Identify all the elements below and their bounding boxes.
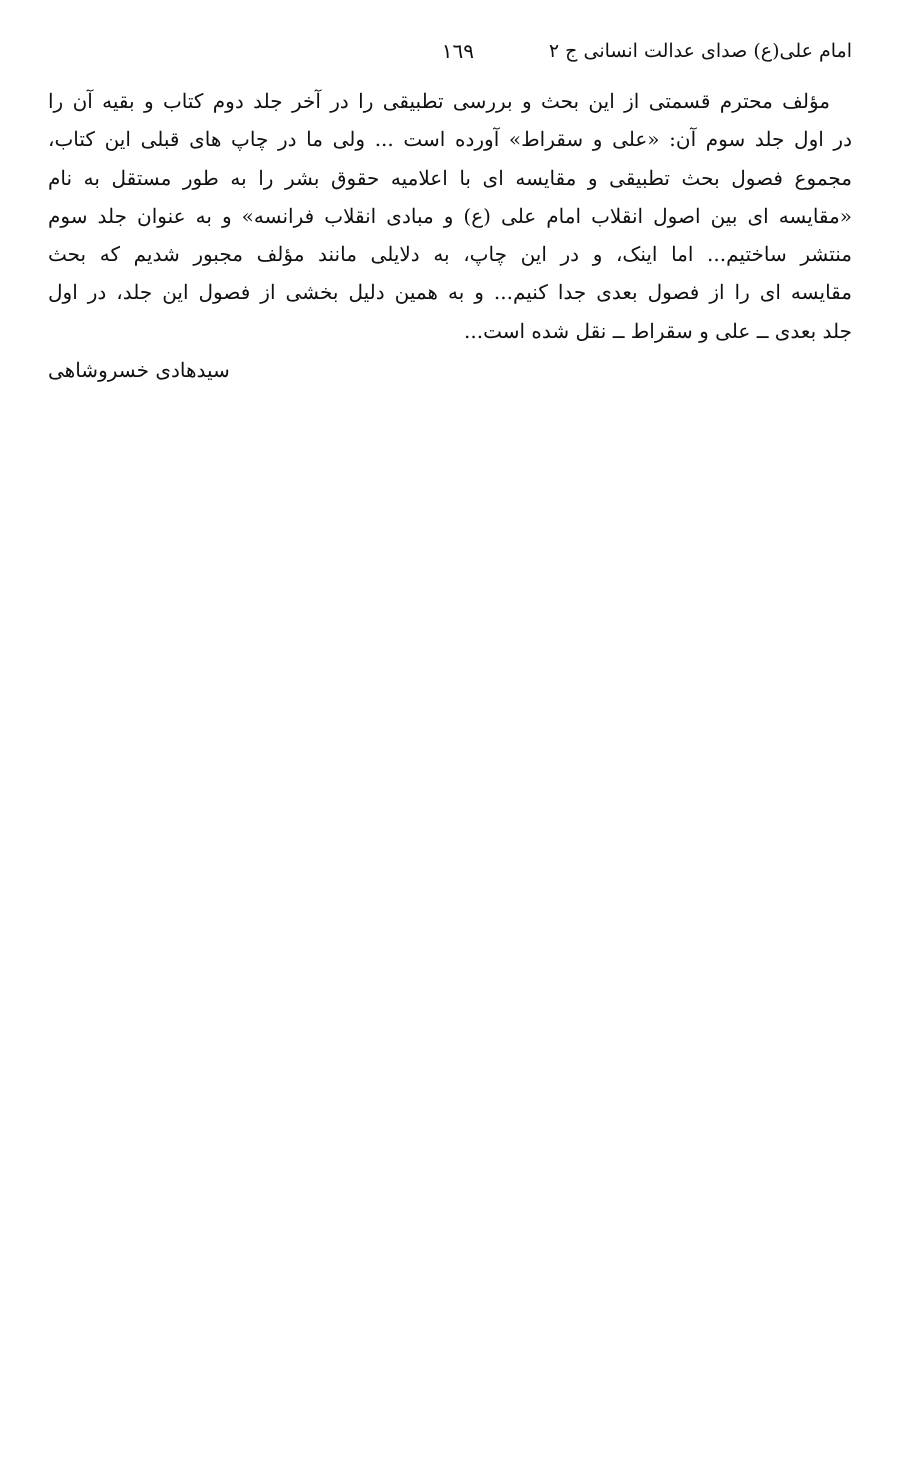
body-paragraph	[48, 82, 852, 390]
paragraph-line: «مقایسه ای بین اصول انقلاب امام علی (ع) و مبادی انقلاب فرانسه» و به عنوان جلد سوم	[48, 203, 852, 228]
page-number: ۱٦۹	[441, 39, 474, 63]
running-header	[48, 36, 852, 66]
paragraph-line: مؤلف محترم قسمتی از این بحث و بررسی تطبیقی را در آخر جلد دوم کتاب و بقیه آن را	[48, 89, 830, 113]
author-signature: سیدهادی خسروشاهی	[48, 358, 230, 383]
paragraph-line: جلد بعدی ــ علی و سقراط ــ نقل شده است...	[464, 318, 852, 343]
paragraph-line: منتشر ساختیم... اما اینک، و در این چاپ، به دلایلی مانند مؤلف مجبور شدیم که بحث	[48, 242, 852, 267]
book-title: امام علی(ع) صدای عدالت انسانی ج ۲	[548, 40, 852, 62]
paragraph-line: مقایسه ای را از فصول بعدی جدا کنیم... و به همین دلیل بخشی از فصول این جلد، در اول	[48, 280, 852, 305]
signature-line	[48, 350, 852, 390]
paragraph-line: در اول جلد سوم آن: «علی و سقراط» آورده است ... ولی ما در چاپ های قبلی این کتاب،	[48, 127, 852, 152]
paragraph-line: مجموع فصول بحث تطبیقی و مقایسه ای با اعلامیه حقوق بشر را به طور مستقل به نام	[48, 165, 852, 190]
